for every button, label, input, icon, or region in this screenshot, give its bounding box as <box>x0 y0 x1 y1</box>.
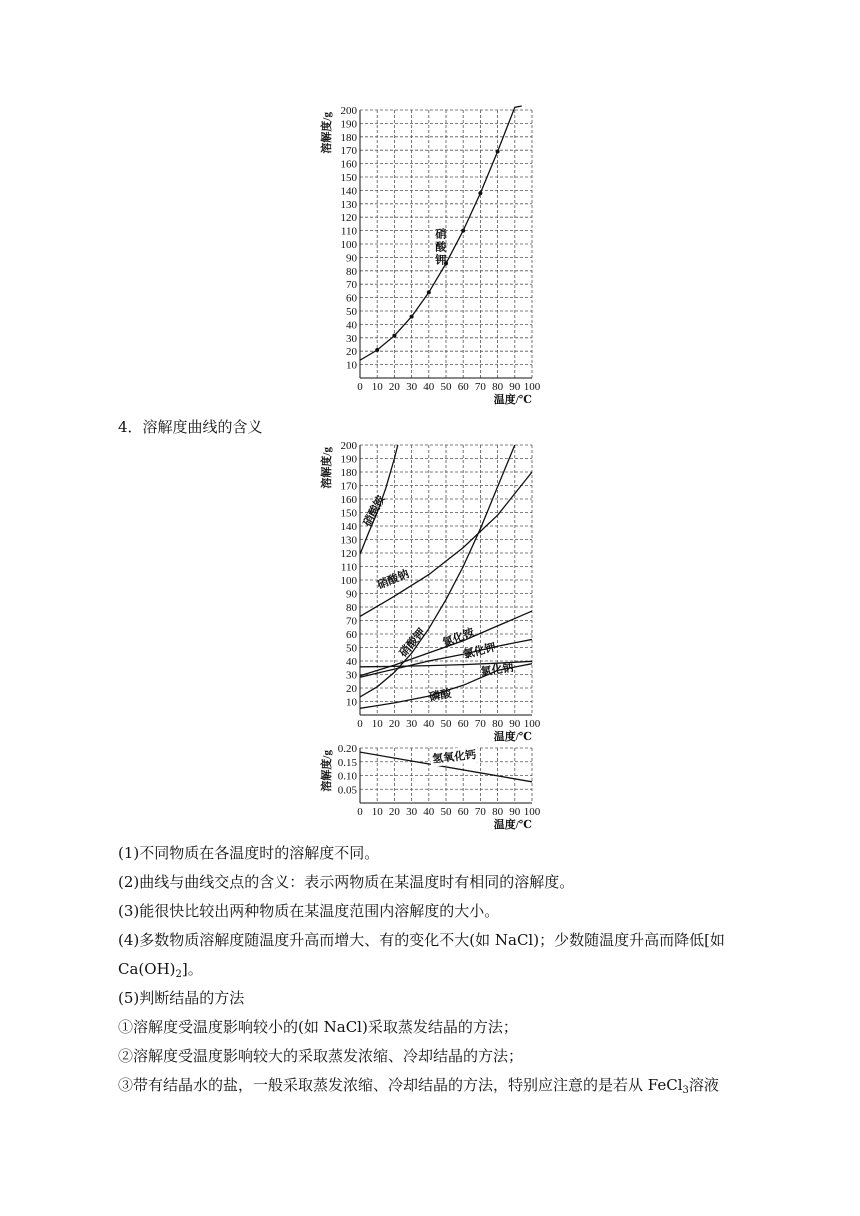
x-tick-label: 0 <box>357 381 363 393</box>
point-3: (3)能很快比较出两种物质在某温度范围内溶解度的大小。 <box>118 902 500 920</box>
x-tick-label: 60 <box>457 806 469 818</box>
y-tick-label: 60 <box>346 292 357 305</box>
x-tick-label: 90 <box>509 806 521 818</box>
x-tick-label: 30 <box>406 806 418 818</box>
x-tick-label: 50 <box>440 718 452 730</box>
method-3 <box>118 1071 743 1105</box>
y-tick-label: 40 <box>346 319 357 332</box>
method-3-tail: 溶液 <box>688 1076 719 1094</box>
y-tick-label: 30 <box>346 332 357 345</box>
x-tick-label: 40 <box>423 381 435 393</box>
series-label: 氯化钠 <box>480 661 515 679</box>
x-tick-label: 70 <box>474 381 486 393</box>
series-label: 硝酸铵 <box>361 493 388 529</box>
method-3-text: ③带有结晶水的盐，一般采取蒸发浓缩、冷却结晶的方法，特别应注意的是若从 FeCl <box>118 1076 683 1094</box>
y-tick-label: 90 <box>346 252 357 265</box>
method-2: ②溶解度受温度影响较大的采取蒸发浓缩、冷却结晶的方法； <box>118 1047 524 1065</box>
data-point <box>478 191 482 195</box>
y-tick-label: 60 <box>346 629 357 641</box>
caoh2-solubility-chart <box>310 742 550 834</box>
series-label: 硝酸钾 <box>397 626 428 660</box>
x-tick-label: 100 <box>523 381 541 393</box>
y-axis-title: 溶解度/g <box>321 112 333 154</box>
data-point <box>427 290 431 294</box>
y-tick-label: 170 <box>340 480 357 493</box>
series-label: 磷酸 <box>428 688 453 704</box>
section-heading: 4．溶解度曲线的含义 <box>118 418 263 436</box>
y-tick-label: 40 <box>346 656 357 668</box>
x-tick-label: 90 <box>509 381 521 393</box>
data-point <box>410 315 414 319</box>
point-4-text: (4)多数物质溶解度随温度升高而增大、有的变化不大(如 NaCl)；少数随温度升高而降低[如 Ca(OH) <box>118 931 725 978</box>
y-tick-label: 130 <box>340 534 357 547</box>
y-tick-label: 0.20 <box>337 743 357 755</box>
y-tick-label: 80 <box>346 265 357 278</box>
y-tick-label: 190 <box>340 453 357 466</box>
y-tick-label: 110 <box>340 561 357 574</box>
y-tick-label: 10 <box>346 696 357 709</box>
x-tick-label: 30 <box>406 718 418 730</box>
method-1: ①溶解度受温度影响较小的(如 NaCl)采取蒸发结晶的方法； <box>118 1018 518 1036</box>
y-axis-title: 溶解度/g <box>321 447 333 489</box>
y-tick-label: 20 <box>346 683 357 695</box>
point-4 <box>118 926 743 989</box>
x-tick-label: 50 <box>440 381 452 393</box>
point-2: (2)曲线与曲线交点的含义：表示两物质在某温度时有相同的溶解度。 <box>118 873 575 891</box>
y-tick-label: 70 <box>346 279 357 292</box>
series-label: 硝 <box>435 228 447 241</box>
y-tick-label: 10 <box>346 359 357 372</box>
x-tick-label: 40 <box>423 806 435 818</box>
y-tick-label: 150 <box>340 507 357 520</box>
x-tick-label: 30 <box>406 381 418 393</box>
x-axis-title: 温度/℃ <box>493 731 532 743</box>
y-tick-label: 160 <box>340 158 357 171</box>
x-tick-label: 10 <box>371 806 383 818</box>
series-line-1 <box>360 472 532 616</box>
x-tick-label: 10 <box>371 381 383 393</box>
data-point <box>375 348 379 352</box>
x-tick-label: 70 <box>474 718 486 730</box>
y-tick-label: 200 <box>340 440 357 452</box>
y-tick-label: 100 <box>340 239 357 251</box>
data-point <box>461 229 465 233</box>
y-tick-label: 150 <box>340 172 357 184</box>
series-label: 氯化铵 <box>441 626 477 650</box>
y-tick-label: 0.05 <box>337 784 357 797</box>
x-tick-label: 20 <box>388 381 400 393</box>
y-tick-label: 50 <box>346 642 357 655</box>
y-tick-label: 0.15 <box>337 756 357 769</box>
y-tick-label: 0.10 <box>337 770 357 783</box>
y-tick-label: 200 <box>340 105 357 117</box>
y-tick-label: 130 <box>340 198 357 211</box>
x-tick-label: 40 <box>423 718 435 730</box>
x-tick-label: 20 <box>388 718 400 730</box>
point-5: (5)判断结晶的方法 <box>118 989 245 1007</box>
data-point <box>496 150 500 154</box>
y-tick-label: 120 <box>340 548 357 560</box>
y-tick-label: 160 <box>340 494 357 506</box>
y-tick-label: 70 <box>346 615 357 628</box>
x-tick-label: 60 <box>457 718 469 730</box>
kno3-solubility-chart <box>310 100 550 410</box>
point-1: (1)不同物质在各温度时的溶解度不同。 <box>118 844 380 862</box>
series-label: 硝酸钠 <box>375 568 411 592</box>
x-tick-label: 20 <box>388 806 400 818</box>
x-tick-label: 0 <box>357 806 363 818</box>
y-tick-label: 90 <box>346 588 357 601</box>
y-tick-label: 140 <box>340 521 357 533</box>
x-tick-label: 50 <box>440 806 452 818</box>
y-tick-label: 120 <box>340 212 357 225</box>
point-4-tail: ]。 <box>181 960 203 978</box>
y-axis-title: 溶解度/g <box>321 750 333 792</box>
y-tick-label: 100 <box>340 575 357 587</box>
point-4-subscript: 2 <box>175 969 182 980</box>
series-label: 氯化钾 <box>462 641 498 662</box>
y-tick-label: 140 <box>340 185 357 198</box>
y-tick-label: 50 <box>346 306 357 318</box>
x-tick-label: 90 <box>509 718 521 730</box>
y-tick-label: 180 <box>340 131 357 144</box>
y-tick-label: 110 <box>340 225 357 238</box>
data-point <box>392 334 396 338</box>
x-tick-label: 70 <box>474 806 486 818</box>
y-tick-label: 20 <box>346 346 357 359</box>
y-tick-label: 180 <box>340 467 357 479</box>
x-axis-title: 温度/℃ <box>493 819 532 831</box>
y-tick-label: 80 <box>346 602 357 614</box>
x-tick-label: 80 <box>492 718 504 730</box>
series-label: 钾 <box>435 254 447 267</box>
x-axis-title: 温度/℃ <box>493 394 532 406</box>
x-tick-label: 0 <box>357 718 363 730</box>
multi-solubility-chart <box>310 435 550 743</box>
x-tick-label: 10 <box>371 718 383 730</box>
x-tick-label: 60 <box>457 381 469 393</box>
series-label: 酸 <box>435 241 447 254</box>
y-tick-label: 170 <box>340 145 357 158</box>
series-label: 氢氧化钙 <box>431 749 477 766</box>
method-3-subscript: 3 <box>682 1085 689 1096</box>
x-tick-label: 80 <box>492 381 504 393</box>
x-tick-label: 100 <box>523 806 541 818</box>
x-tick-label: 100 <box>523 718 541 730</box>
y-tick-label: 190 <box>340 118 357 131</box>
x-tick-label: 80 <box>492 806 504 818</box>
y-tick-label: 30 <box>346 669 357 682</box>
